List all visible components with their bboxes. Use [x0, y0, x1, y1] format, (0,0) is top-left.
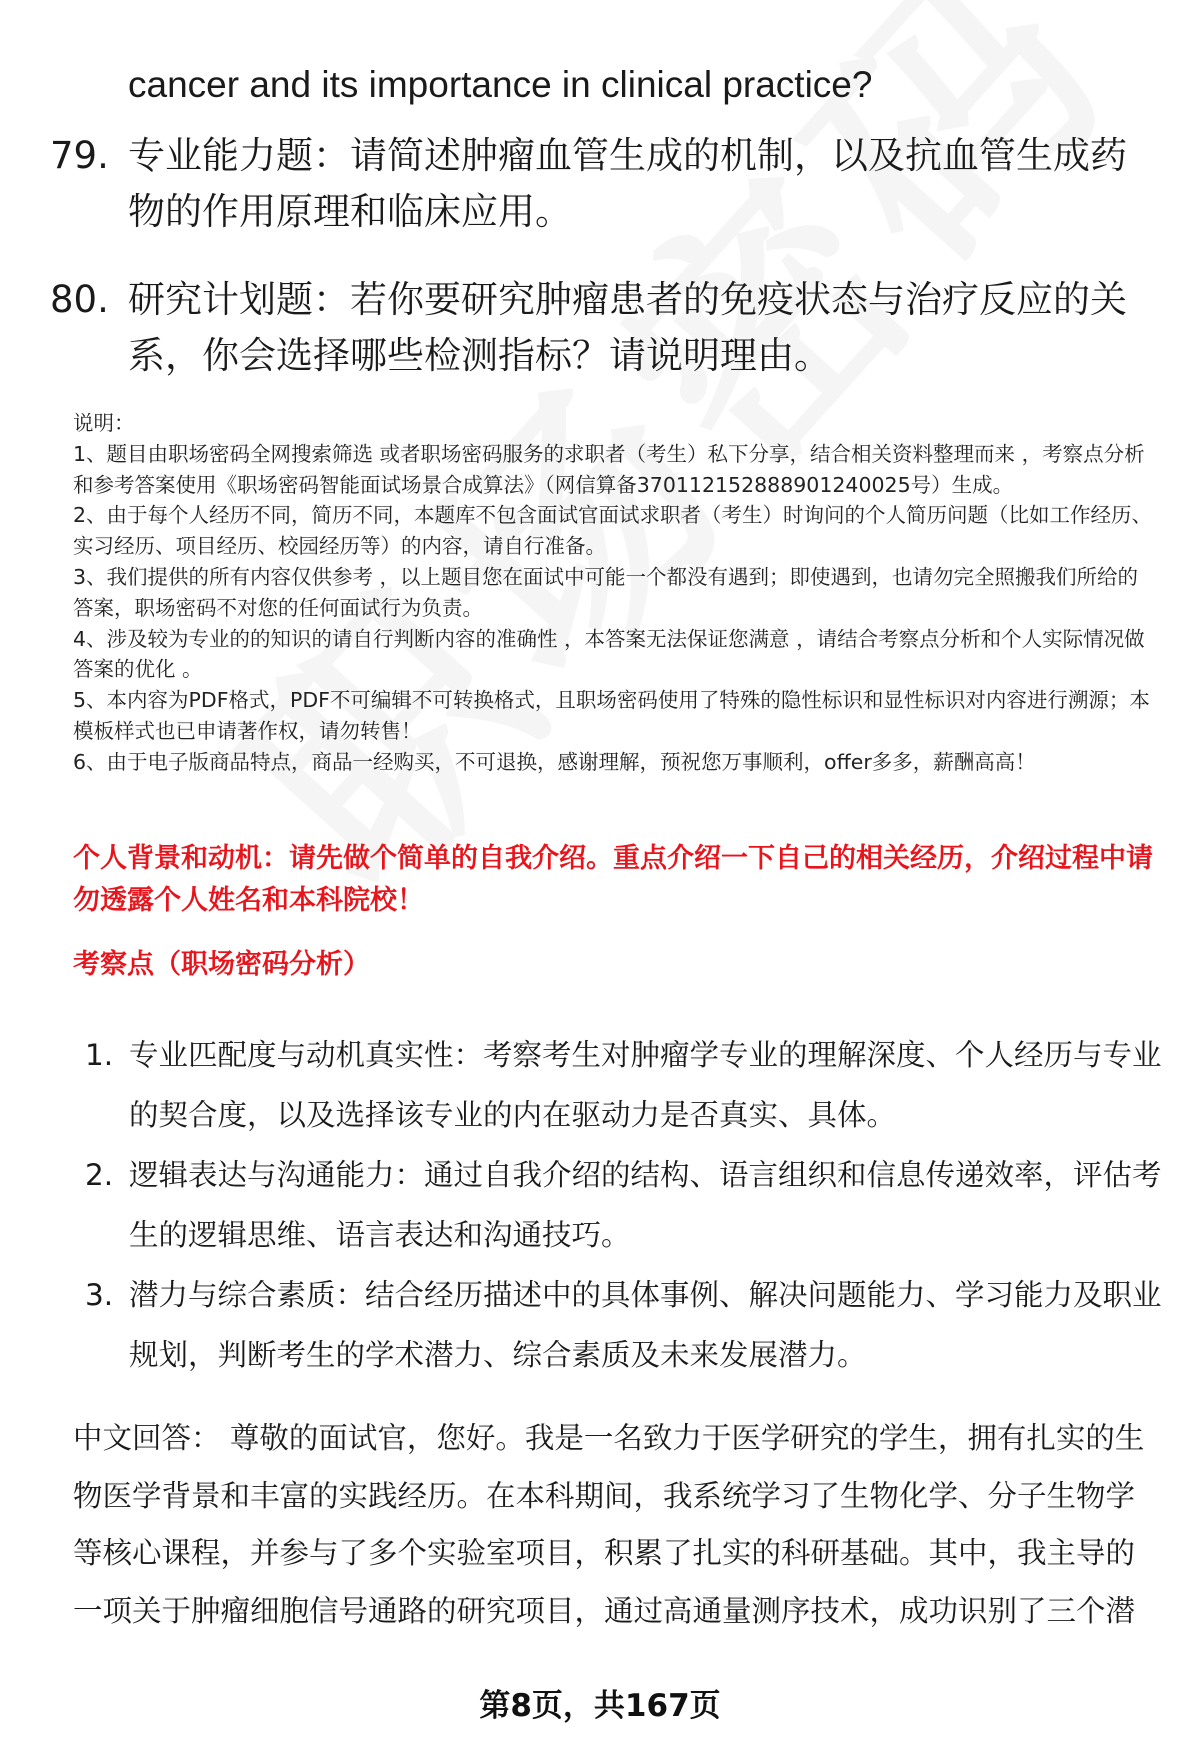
point-number: 1.	[85, 1038, 114, 1072]
note-item: 2、由于每个人经历不同，简历不同，本题库不包含面试官面试求职者（考生）时询问的个人简历问题（比如工作经历、实习经历、项目经历、校园经历等）的内容，请自行准备。	[73, 503, 1153, 559]
question-80	[50, 272, 1140, 384]
point-number: 2.	[85, 1158, 114, 1192]
question-text: 研究计划题：若你要研究肿瘤患者的免疫状态与治疗反应的关系，你会选择哪些检测指标？请说明理由。	[128, 278, 1127, 377]
analysis-point	[73, 1145, 1163, 1265]
note-item: 4、涉及较为专业的的知识的请自行判断内容的准确性 ，本答案无法保证您满意 ，请结合考察点分析和个人实际情况做答案的优化 。	[73, 626, 1145, 682]
analysis-point	[73, 1265, 1163, 1385]
note-item: 6、由于电子版商品特点，商品一经购买，不可退换，感谢理解，预祝您万事顺利，offer多多，薪酬高高！	[73, 749, 1036, 774]
point-text: 逻辑表达与沟通能力：通过自我介绍的结构、语言组织和信息传递效率，评估考生的逻辑思维、语言表达和沟通技巧。	[129, 1158, 1162, 1252]
point-text: 潜力与综合素质：结合经历描述中的具体事例、解决问题能力、学习能力及职业规划，判断考生的学术潜力、综合素质及未来发展潜力。	[129, 1278, 1162, 1372]
analysis-points	[73, 1025, 1163, 1385]
page-footer: 第8页，共167页	[479, 1688, 721, 1724]
point-text: 专业匹配度与动机真实性：考察考生对肿瘤学专业的理解深度、个人经历与专业的契合度，以及选择该专业的内在驱动力是否真实、具体。	[129, 1038, 1162, 1132]
question-continuation: cancer and its importance in clinical practice?	[128, 64, 873, 105]
question-number: 79.	[50, 134, 109, 177]
analysis-heading: 考察点（职场密码分析）	[73, 949, 370, 980]
note-item: 5、本内容为PDF格式，PDF不可编辑不可转换格式，且职场密码使用了特殊的隐性标识和显性标识对内容进行溯源；本模板样式也已申请著作权，请勿转售！	[73, 688, 1150, 743]
note-item: 3、我们提供的所有内容仅供参考 ，以上题目您在面试中可能一个都没有遇到；即使遇到，也请勿完全照搬我们所给的答案，职场密码不对您的任何面试行为负责。	[73, 564, 1139, 620]
question-number: 80.	[50, 278, 109, 321]
section-heading: 个人背景和动机：请先做个简单的自我介绍。重点介绍一下自己的相关经历，介绍过程中请勿透露个人姓名和本科院校！	[73, 843, 1153, 916]
answer-text: 中文回答： 尊敬的面试官，您好。我是一名致力于医学研究的学生，拥有扎实的生物医学背景和丰富的实践经历。在本科期间，我系统学习了生物化学、分子生物学等核心课程，并参与了多个实验室项目，积累了扎实的科研基础。其中，我主导的一项关于肿瘤细胞信号通路的研究项目，通过高通量测序技术，成功识别了三个潜	[73, 1421, 1145, 1628]
question-79	[50, 128, 1140, 240]
analysis-point	[73, 1025, 1163, 1145]
question-text: 专业能力题：请简述肿瘤血管生成的机制，以及抗血管生成药物的作用原理和临床应用。	[128, 134, 1127, 233]
notes-title: 说明：	[73, 411, 135, 435]
note-item: 1、题目由职场密码全网搜索筛选 或者职场密码服务的求职者（考生）私下分享，结合相关资料整理而来 ，考察点分析和参考答案使用《职场密码智能面试场景合成算法》（网信算备370112152888901240025号）生成。	[73, 441, 1145, 497]
point-number: 3.	[85, 1278, 114, 1312]
notes-section	[73, 408, 1153, 778]
